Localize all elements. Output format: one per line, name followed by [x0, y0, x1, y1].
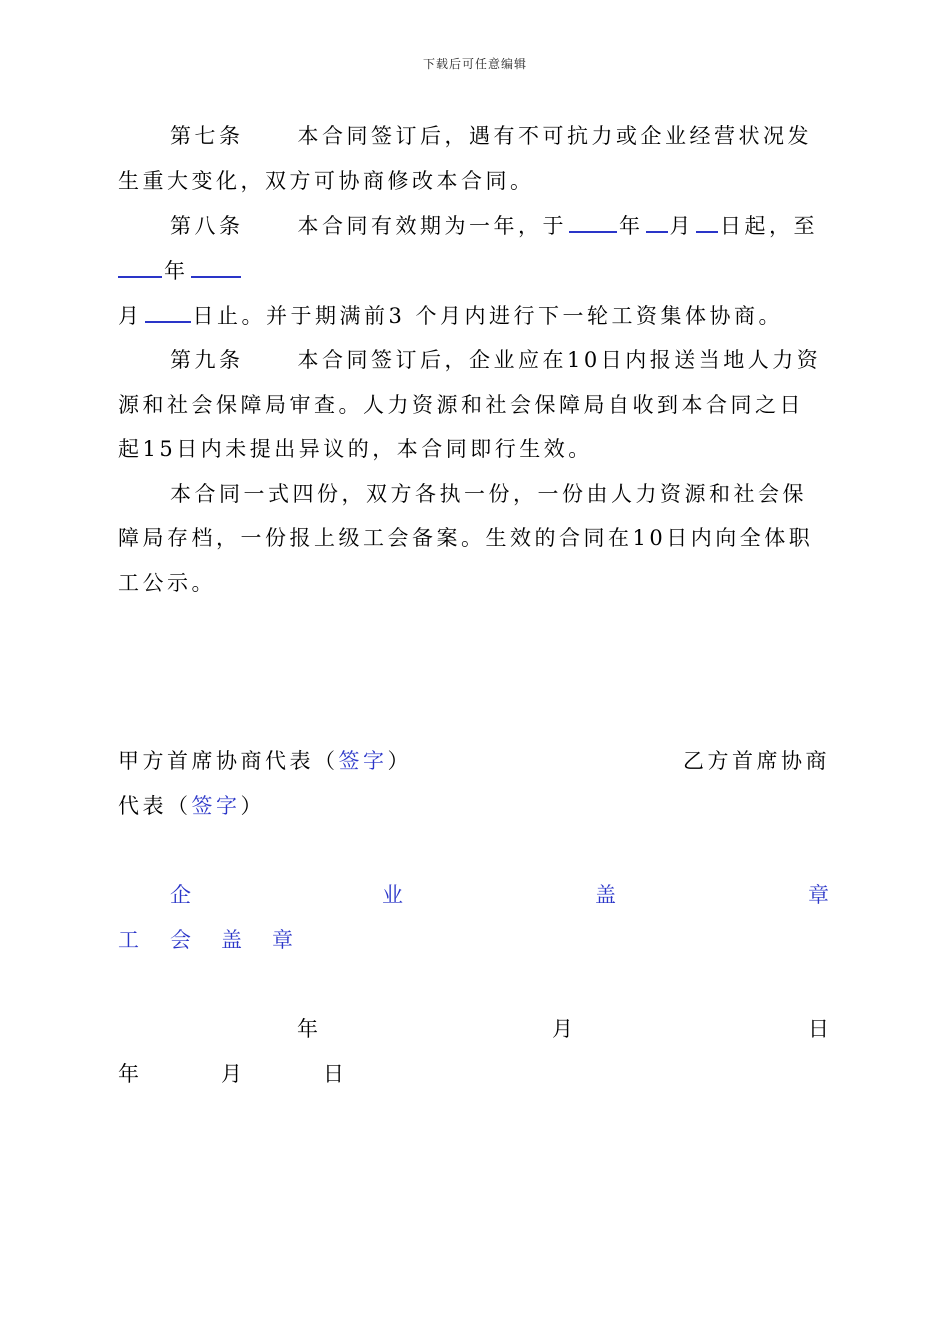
- union-seal-char-3: 盖: [221, 928, 242, 952]
- day-blank: [696, 211, 718, 233]
- party-a-sign: 签字: [338, 749, 388, 773]
- article-8-year-2: 年: [164, 259, 189, 283]
- page-header: 下载后可任意编辑: [422, 57, 527, 71]
- article-7-text-2: 生重大变化，双方可协商修改本合同。: [118, 169, 535, 193]
- article-8-month: 月: [669, 214, 694, 238]
- date-a-month: 月: [552, 1017, 573, 1041]
- article-8-line-2: [118, 256, 830, 285]
- article-8-label: 第八条: [170, 214, 244, 238]
- year-blank: [569, 211, 617, 233]
- article-8-month-2: 月: [118, 304, 143, 328]
- month-blank: [646, 211, 668, 233]
- date-a-year: 年: [297, 1017, 318, 1041]
- article-8-line-1: [118, 211, 830, 240]
- party-a-label: 甲方首席协商代表（: [118, 749, 339, 773]
- date-b-year: 年: [118, 1062, 139, 1086]
- article-8-text-a: 本合同有效期为一年，于: [297, 214, 567, 238]
- article-7-line-1: [118, 122, 830, 150]
- article-8-line-3: [118, 301, 830, 330]
- closing-text-1: 本合同一式四份，双方各执一份，一份由人力资源和社会保: [170, 482, 807, 506]
- enterprise-seal-char-4: 章: [808, 883, 829, 907]
- party-b-sign: 签字: [191, 794, 241, 818]
- party-a-close: ）: [387, 749, 412, 773]
- closing-line-1: [118, 480, 830, 508]
- article-7-label: 第七条: [170, 124, 244, 148]
- date-b-day: 日: [323, 1062, 344, 1086]
- party-b-label-1: 乙方首席协商: [683, 749, 830, 773]
- article-9-text-3: 起15日内未提出异议的，本合同即行生效。: [118, 437, 593, 461]
- union-seal-char-2: 会: [170, 928, 191, 952]
- article-9-line-1: [118, 346, 830, 374]
- end-year-blank: [118, 256, 162, 278]
- enterprise-seal-char-2: 业: [382, 883, 403, 907]
- article-9-label: 第九条: [170, 348, 244, 372]
- enterprise-seal-char-1: 企: [170, 883, 191, 907]
- party-b-label-2: 代表（: [118, 794, 192, 818]
- union-seal-char-4: 章: [272, 928, 293, 952]
- article-8-day-start: 日起，至: [720, 214, 818, 238]
- article-9-text-2: 源和社会保障局审查。人力资源和社会保障局自收到本合同之日: [118, 393, 804, 417]
- end-day-blank: [145, 301, 191, 323]
- date-b-month: 月: [221, 1062, 242, 1086]
- enterprise-seal-char-3: 盖: [595, 883, 616, 907]
- party-b-close: ）: [240, 794, 265, 818]
- union-seal-char-1: 工: [118, 928, 139, 952]
- article-8-year: 年: [619, 214, 644, 238]
- party-b-line-2: [118, 792, 830, 820]
- closing-text-2: 障局存档，一份报上级工会备案。生效的合同在10日内向全体职: [118, 526, 814, 550]
- date-a-day: 日: [808, 1017, 829, 1041]
- article-9-text-1: 本合同签订后，企业应在10日内报送当地人力资: [297, 348, 822, 372]
- closing-text-3: 工公示。: [118, 571, 216, 595]
- end-month-blank: [191, 256, 241, 278]
- article-7-text-1: 本合同签订后，遇有不可抗力或企业经营状况发: [297, 124, 812, 148]
- article-8-text-end: 日止。并于期满前3 个月内进行下一轮工资集体协商。: [192, 304, 784, 328]
